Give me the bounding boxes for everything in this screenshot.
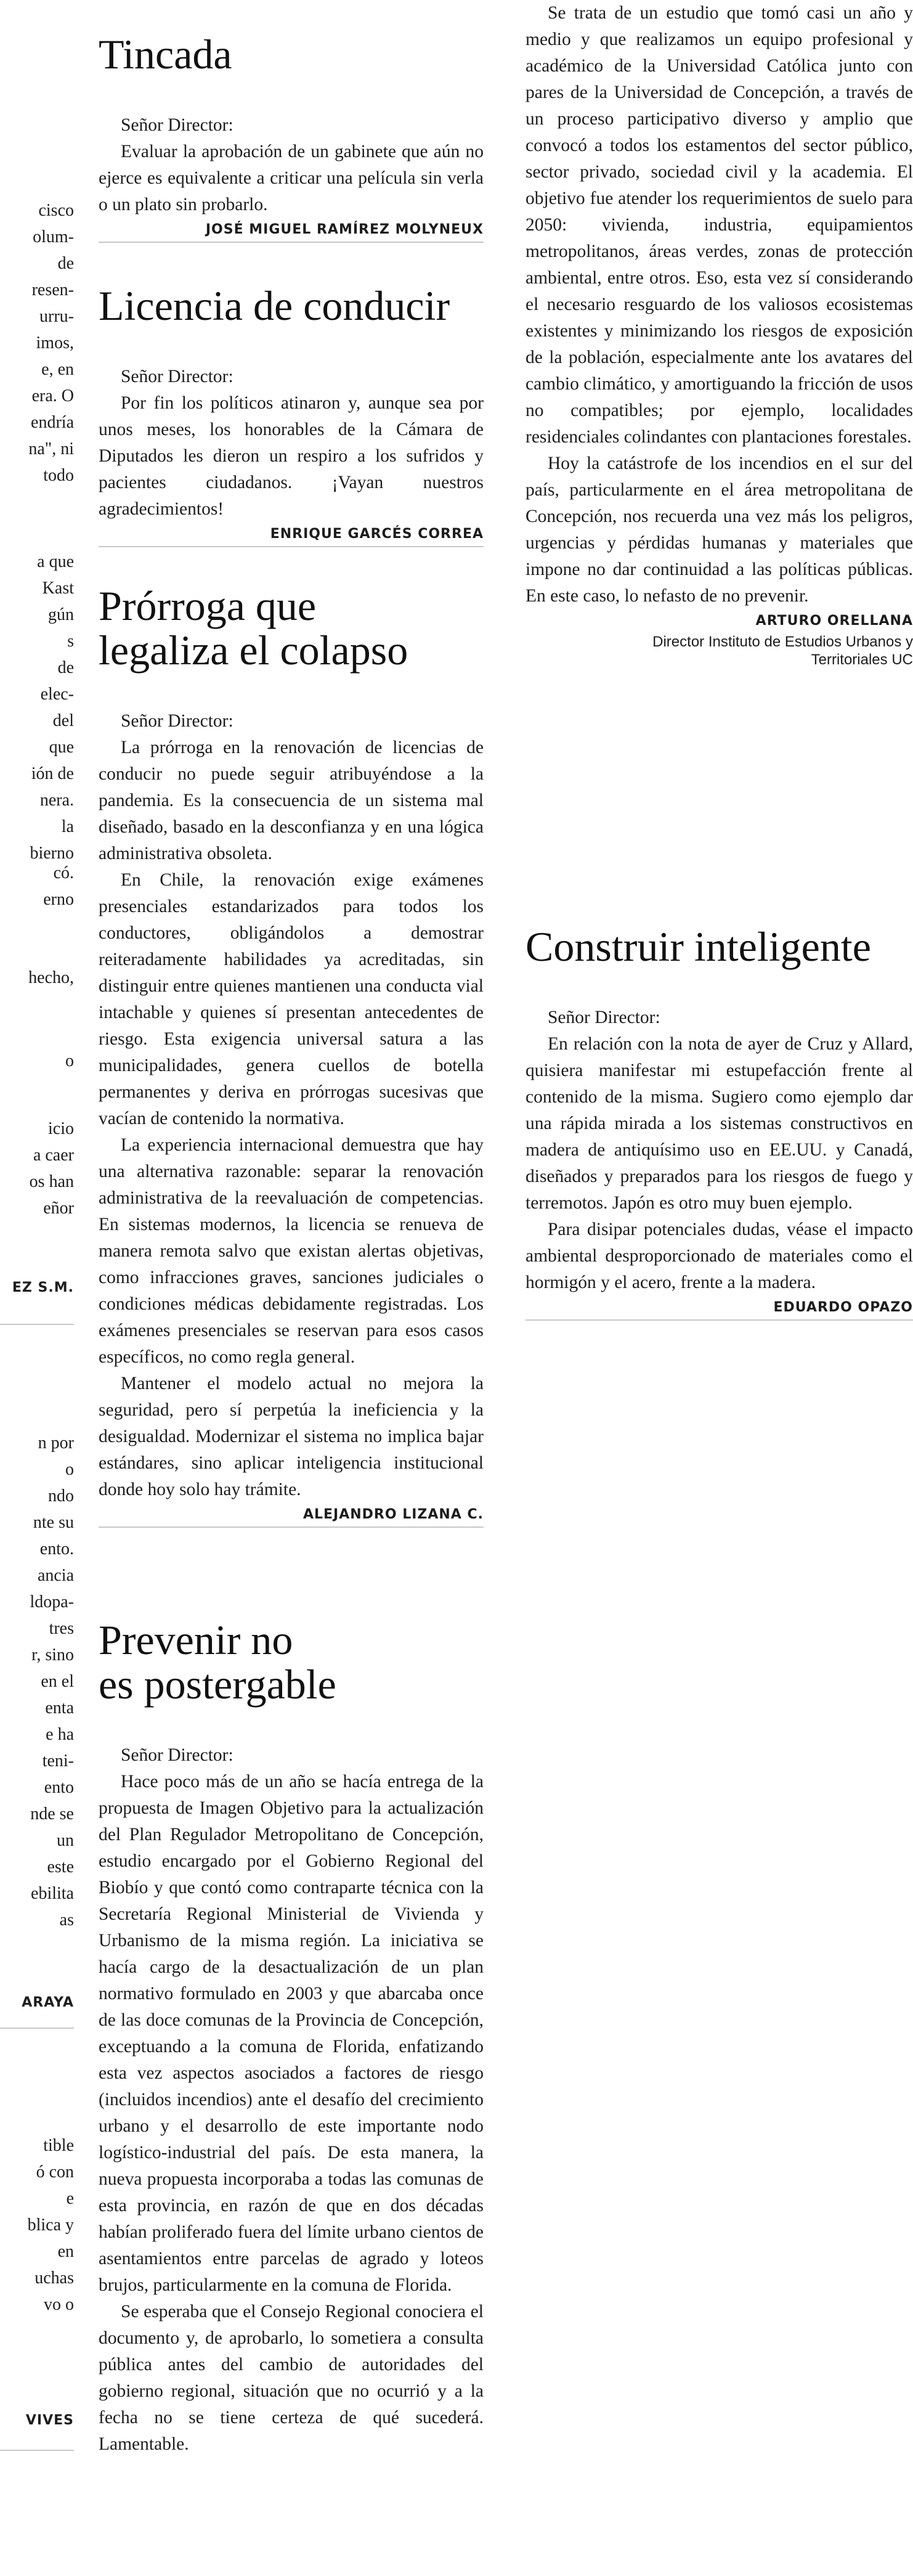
left-text-fragment: a que Kast gún s de elec- del que ión de nera. la bierno [30, 552, 74, 863]
left-text-fragment: tible ó con e blica y en uchas vo o [27, 2136, 74, 2314]
letter-prorroga [99, 584, 484, 1528]
letter-construir-inteligente [525, 924, 913, 1321]
divider [0, 1324, 74, 1325]
signer-title-line: Director Instituto de Estudios Urbanos y [652, 634, 913, 650]
letter-headline [99, 584, 484, 672]
left-signer-fragment: EZ S.M. [12, 1280, 74, 1295]
headline-line: legaliza el colapso [99, 627, 408, 674]
divider [99, 242, 484, 243]
letter-headline: Licencia de conducir [99, 282, 450, 329]
letter-prevenir-continued [525, 0, 913, 669]
left-signer-fragment: VIVES [25, 2413, 74, 2428]
headline-line: Prórroga que [99, 582, 317, 629]
letter-licencia-de-conducir [99, 283, 484, 547]
letter-paragraph: En Chile, la renovación exige exámenes presenciales estandarizados para todos los conductores, obligándolos a demostrar reiteradamente habilidades ya acreditadas, sin distinguir entre quienes mantienen una conducta vial intachable y quienes sí presentan antecedentes de riesgo. Esta exigencia universal satura a las municipalidades, genera cuellos de botella permanentes y deriva en prórrogas sucesivas que vacían de contenido la normativa. [99, 870, 484, 1128]
letter-headline: Construir inteligente [525, 923, 871, 970]
letter-signer: EDUARDO OPAZO [773, 1300, 913, 1315]
letter-paragraph: Hoy la catástrofe de los incendios en el sur del país, particularmente en el área metropolitana de Concepción, nos recuerda una vez más los peligros, urgencias y pérdidas humanas y materiales que impone no dar continuidad a las políticas públicas. En este caso, lo nefasto de no prevenir. [525, 454, 913, 606]
letter-signer: ARTURO ORELLANA [755, 613, 913, 629]
left-text-fragment: n por o ndo nte su ento. ancia ldopa- tres r, sino en el enta e ha teni- ento nde se un este ebilita as [30, 1433, 74, 1930]
letter-salutation: Señor Director: [121, 711, 233, 731]
divider [99, 546, 484, 547]
letter-signer-title [525, 633, 913, 669]
left-text-fragment: có. erno [43, 863, 74, 909]
left-text-fragment: cisco olum- de resen- urru- imos, e, en era. O endría na", ni todo [28, 201, 74, 485]
letter-paragraph: La prórroga en la renovación de licencias de conducir no puede seguir atribuyéndose a la pandemia. Es la consecuencia de un sistema mal diseñado, basado en la desconfianza y en una lógica administrativa obsoleta. [99, 738, 484, 863]
divider [0, 2028, 74, 2029]
divider [0, 2450, 74, 2451]
letter-paragraph: Mantener el modelo actual no mejora la seguridad, pero sí perpetúa la ineficiencia y la desigualdad. Modernizar el sistema no implica bajar estándares, sino aplicar inteligencia institucional donde hoy solo hay trámite. [99, 1374, 484, 1499]
letter-paragraph: Evaluar la aprobación de un gabinete que aún no ejerce es equivalente a criticar una película sin verla o un plato sin probarlo. [99, 142, 484, 214]
letter-salutation: Señor Director: [121, 1745, 233, 1765]
left-text-fragment: icio a caer os han eñor [29, 1119, 74, 1218]
headline-line: es postergable [99, 1661, 336, 1708]
letter-salutation: Señor Director: [548, 1008, 660, 1027]
letter-paragraph: Para disipar potenciales dudas, véase el impacto ambiental desproporcionado de materiales como el hormigón y el acero, frente a la madera. [525, 1220, 913, 1292]
letter-paragraph: La experiencia internacional demuestra que hay una alternativa razonable: separar la renovación administrativa de la reevaluación de competencias. En sistemas modernos, la licencia se renueva de manera remota salvo que existan alertas objetivas, como infracciones graves, sanciones judiciales o condiciones médicas debidamente registradas. Los exámenes presenciales se reservan para esos casos específicos, no como regla general. [99, 1135, 484, 1367]
divider [525, 1319, 913, 1321]
left-signer-fragment: ARAYA [22, 1995, 74, 2010]
letter-tincada [99, 32, 484, 243]
letter-headline: Tincada [99, 31, 232, 78]
letter-headline [99, 1618, 484, 1706]
left-column-fragment [0, 0, 74, 2576]
letter-paragraph: Se trata de un estudio que tomó casi un año y medio y que realizamos un equipo profesional y académico de la Universidad Católica junto con pares de la Universidad de Concepción, a través de un proceso participativo diverso y amplio que convocó a todos los estamentos del sector público, sector privado, sociedad civil y la academia. El objetivo fue atender los requerimientos de suelo para 2050: vivienda, industria, equipamientos metropolitanos, áreas verdes, zonas de protección ambiental, entre otros. Eso, esta vez sí considerando el necesario resguardo de los valiosos ecosistemas existentes y minimizando los riesgos de exposición de la población, especialmente ante los avatares del cambio climático, y amortiguando la fricción de usos no compatibles; por ejemplo, localidades residenciales colindantes con plantaciones forestales. [525, 3, 913, 447]
letter-signer: ENRIQUE GARCÉS CORREA [270, 526, 484, 542]
divider [99, 1526, 484, 1528]
letter-signer: ALEJANDRO LIZANA C. [302, 1507, 484, 1522]
letter-paragraph: Por fin los políticos atinaron y, aunque sea por unos meses, los honorables de la Cámara de Diputados les dieron un respiro a los sufridos y pacientes ciudadanos. ¡Vayan nuestros agradecimientos! [99, 393, 484, 519]
letter-prevenir [99, 1618, 484, 2458]
headline-line: Prevenir no [99, 1616, 293, 1663]
left-text-fragment: hecho, [28, 968, 74, 987]
letter-signer: JOSÉ MIGUEL RAMÍREZ MOLYNEUX [205, 222, 484, 237]
letter-paragraph: En relación con la nota de ayer de Cruz y Allard, quisiera manifestar mi estupefacción frente al contenido de la misma. Sugiero como ejemplo dar una rápida mirada a los sistemas constructivos en madera de antiquísimo uso en EE.UU. y Canadá, diseñados y preparados para los riesgos de fuego y terremotos. Japón es otro muy buen ejemplo. [525, 1034, 913, 1213]
letter-salutation: Señor Director: [121, 367, 233, 386]
letter-salutation: Señor Director: [121, 115, 233, 135]
signer-title-line: Territoriales UC [811, 651, 913, 668]
left-text-fragment: o [65, 1051, 74, 1070]
letter-paragraph: Hace poco más de un año se hacía entrega de la propuesta de Imagen Objetivo para la actualización del Plan Regulador Metropolitano de Concepción, estudio encargado por el Gobierno Regional del Biobío y que contó como contraparte técnica con la Secretaría Regional Ministerial de Vivienda y Urbanismo de la misma región. La iniciativa se hacía cargo de la desactualización de un plan normativo formulado en 2003 y que abarcaba once de las doce comunas de la Provincia de Concepción, exceptuando a la comuna de Florida, enfatizando esta vez aspectos asociados a factores de riesgo (incluidos incendios) ante el desafío del crecimiento urbano y el desarrollo de este importante nodo logístico-industrial del país. De esta manera, la nueva propuesta incorporaba a todas las comunas de esta provincia, en razón de que en dos décadas habían proliferado fuera del límite urbano cientos de asentamientos entre parcelas de agrado y loteos brujos, particularmente en la comuna de Florida. [99, 1772, 484, 2295]
letter-paragraph: Se esperaba que el Consejo Regional conociera el documento y, de aprobarlo, lo sometiera a consulta pública antes del cambio de autoridades del gobierno regional, situación que no ocurrió y a la fecha no se tiene certeza de qué sucederá. Lamentable. [99, 2302, 484, 2454]
